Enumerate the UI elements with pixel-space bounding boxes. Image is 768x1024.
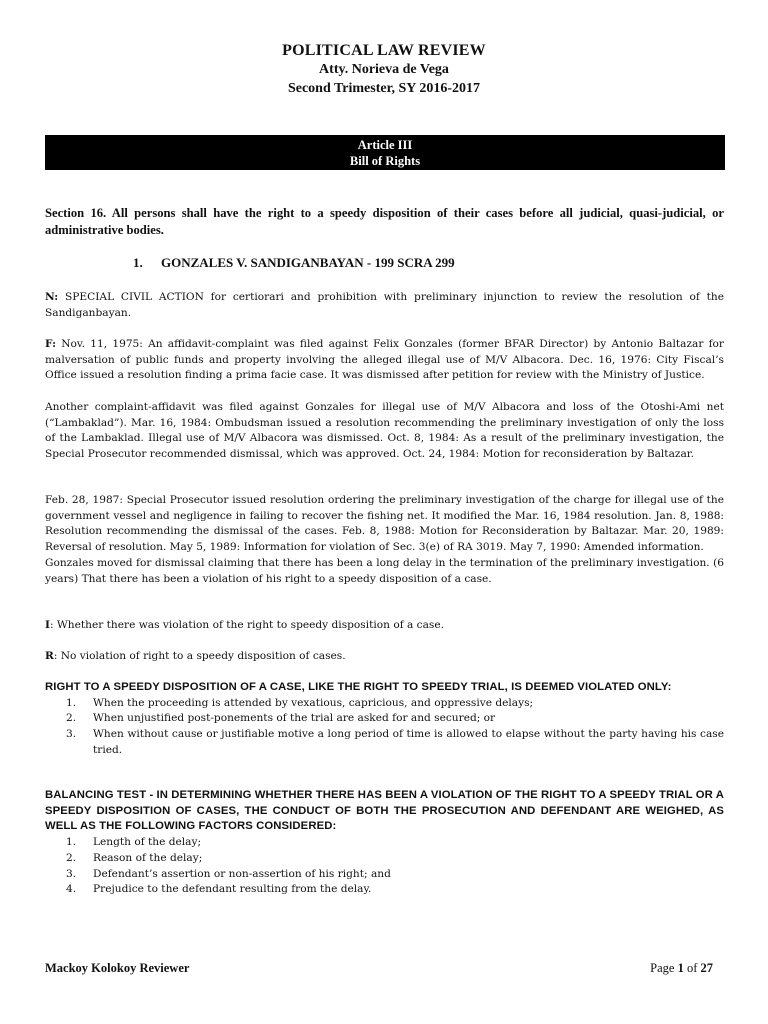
rule1-list [45,696,724,759]
label-r: R [45,650,54,662]
list-item: 3. Defendant’s assertion or non-assertion of his right; and [66,867,391,880]
label-f: F: [45,338,57,350]
label-i: I [45,619,50,631]
article-title: Article III [357,138,413,152]
list-item: 3. When without cause or justifiable motive a long period of time is allowed to elapse without the party having his case tried. [66,728,724,756]
doc-title: POLITICAL LAW REVIEW [282,42,486,59]
footer-page-number: Page 1 of 27 [650,961,713,975]
paragraph-facts-3 [45,493,724,587]
paragraph-facts-2: Another complaint-affidavit was filed against Gonzales for illegal use of M/V Albacora and loss of the Otoshi-Ami net (“Lambaklad”). Mar. 16, 1984: Ombudsman issued a resolution recommending the preliminary investigation of only the loss of the Lambaklad. Illegal use of M/V Albacora was dismissed. Oct. 8, 1984: As a result of the preliminary investigation, the Special Prosecutor recommended dismissal, which was approved. Oct. 24, 1984: Motion for reconsideration by Baltazar. [45,401,724,461]
footer-reviewer: Mackoy Kolokoy Reviewer [45,961,190,975]
case-heading [133,255,455,271]
article-banner [45,135,725,170]
list-item: 4. Prejudice to the defendant resulting from the delay. [66,883,372,896]
case-title: GONZALES V. SANDIGANBAYAN - 199 SCRA 299 [161,255,455,270]
rule2-list [45,835,724,898]
doc-term: Second Trimester, SY 2016-2017 [287,81,481,96]
total-pages: 27 [700,961,713,975]
section-heading: Section 16. All persons shall have the right to a speedy disposition of their cases before all judicial, quasi-judicial, or administrative bodies. [45,206,724,237]
paragraph-ruling [45,649,724,665]
current-page: 1 [677,961,684,975]
rule-speedy-disposition [45,680,724,759]
facts-4-text: Gonzales moved for dismissal claiming that there has been a long delay in the termination of the preliminary investigation. (6 years) That there has been a violation of his right to a speedy disposition of a case. [45,556,724,585]
paragraph-facts [45,337,724,384]
facts-text: Nov. 11, 1975: An affidavit-complaint was filed against Felix Gonzales (former BFAR Director) by Antonio Baltazar for malversation of public funds and property involving the alleged illegal use of M/V Albacora. Dec. 16, 1976: City Fiscal’s Office issued a resolution finding a prima facie case. It was dismissed after petition for review with the Ministry of Justice. [45,338,724,382]
facts-3-text: Feb. 28, 1987: Special Prosecutor issued resolution ordering the preliminary investigation of the charge for illegal use of the government vessel and negligence in failing to recover the fishing net. It modified the Mar. 16, 1984 resolution. Jan. 8, 1988: Resolution recommending the dismissal of the cases. Feb. 8, 1988: Motion for Reconsideration by Baltazar. Mar. 20, 1989: Reversal of resolution. May 5, 1989: Information for violation of Sec. 3(e) of RA 3019. May 7, 1990: Amended information. [45,494,724,554]
paragraph-nature [45,290,724,321]
rule2-heading: BALANCING TEST - IN DETERMINING WHETHER THERE HAS BEEN A VIOLATION OF THE RIGHT TO A SPEEDY TRIAL OR A SPEEDY DISPOSITION OF CASES, THE CONDUCT OF BOTH THE PROSECUTION AND DEFENDANT ARE WEIGHED, AS WELL AS THE FOLLOWING FACTORS CONSIDERED: [45,789,724,833]
rule1-heading: RIGHT TO A SPEEDY DISPOSITION OF A CASE, LIKE THE RIGHT TO SPEEDY TRIAL, IS DEEMED VIOLATED ONLY: [45,681,672,693]
paragraph-issue [45,618,724,634]
nature-text: SPECIAL CIVIL ACTION for certiorari and prohibition with preliminary injunction to review the resolution of the Sandiganbayan. [45,291,724,319]
list-item: 2. Reason of the delay; [66,851,203,864]
label-n: N: [45,291,59,303]
list-item: 1. Length of the delay; [66,836,202,849]
issue-text: : Whether there was violation of the right to speedy disposition of a case. [49,619,445,631]
article-subtitle: Bill of Rights [349,154,421,168]
list-item: 2. When unjustified post-ponements of the trial are asked for and secured; or [66,712,496,725]
list-item: 1. When the proceeding is attended by vexatious, capricious, and oppressive delays; [66,696,534,709]
doc-author: Atty. Norieva de Vega [319,62,449,77]
rule-balancing-test [45,788,724,898]
ruling-text: : No violation of right to a speedy disposition of cases. [53,650,346,662]
case-number: 1. [133,255,143,270]
